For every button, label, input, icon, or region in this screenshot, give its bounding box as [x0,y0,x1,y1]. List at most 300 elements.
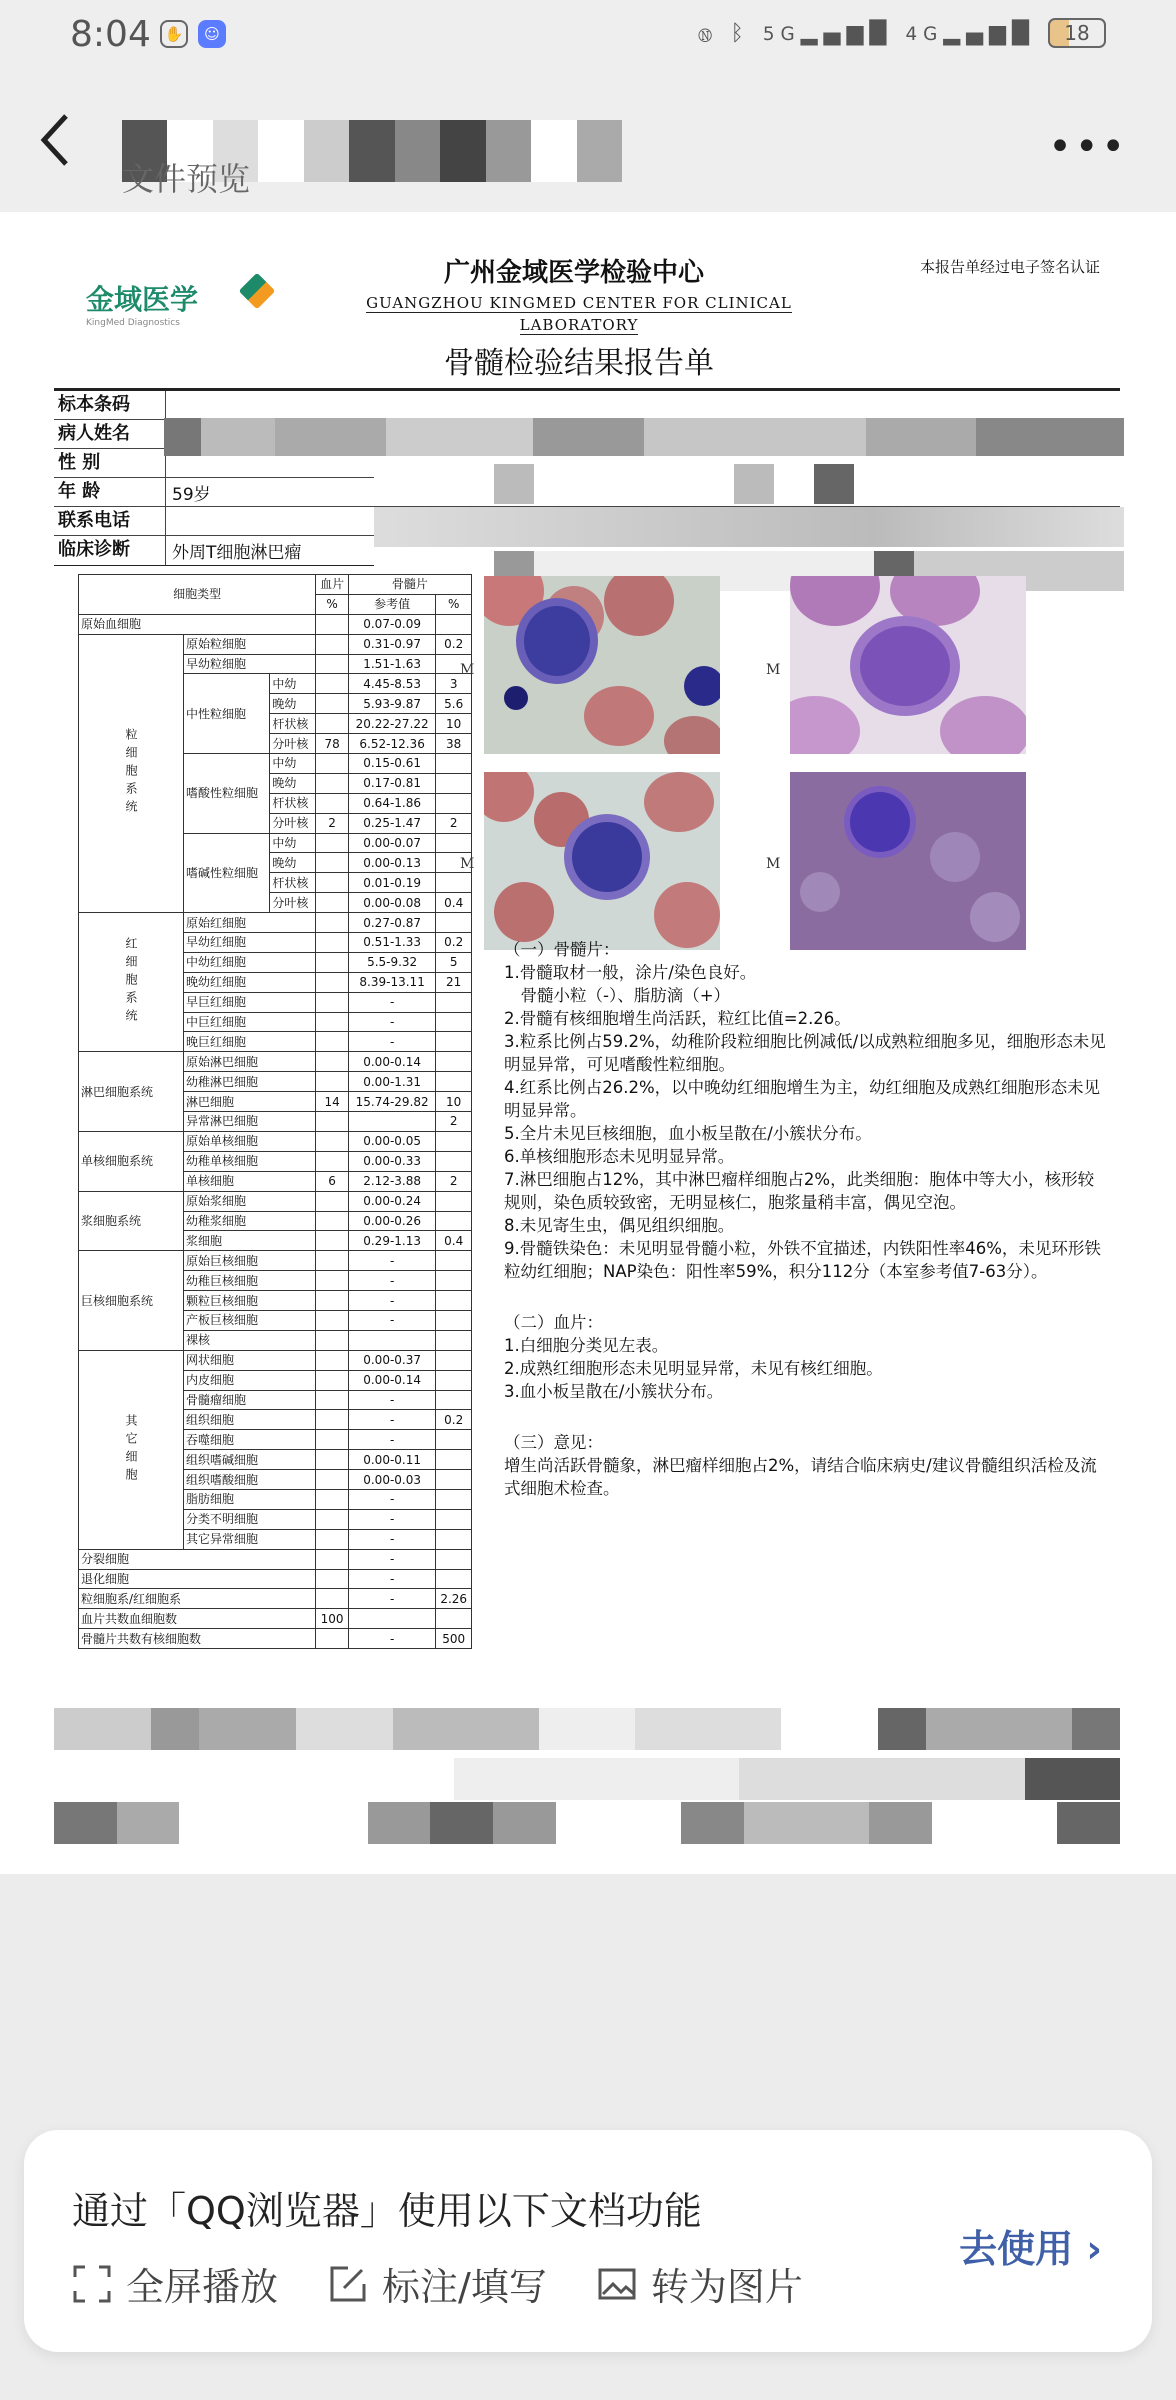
cell-val [436,1370,472,1390]
cell-name: 淋巴细胞 [184,1092,316,1112]
cell-val [436,1151,472,1171]
cell-ref [348,1112,436,1132]
cell-blood [316,1350,349,1370]
finding-line: 增生尚活跃骨髓象，淋巴瘤样细胞占2%，请结合临床病史/建议骨髓组织活检及流式细胞术检查。 [504,1456,1097,1498]
image-label: M [766,662,781,678]
cell-name: 原始红细胞 [184,913,316,933]
cell-blood [316,1310,349,1330]
cell-name: 脂肪细胞 [184,1489,316,1509]
cell-val [436,773,472,793]
header-blood: 血片 [316,575,349,595]
cell-blood [316,1549,349,1569]
cell-name: 裸核 [184,1330,316,1350]
cell-blood [316,1012,349,1032]
cell-name: 杆状核 [270,873,316,893]
header-pct: % [436,594,472,614]
cell-name: 中幼 [270,833,316,853]
header-cell-type: 细胞类型 [79,575,316,615]
cell-blood [316,1231,349,1251]
group-cell: 其它细胞 [79,1350,184,1549]
report-title: 骨髓检验结果报告单 [444,346,714,381]
cell-val [436,1470,472,1490]
cell-blood [316,614,349,634]
cell-blood [316,674,349,694]
cell-blood: 6 [316,1171,349,1191]
page-subtitle: 文件预览 [122,160,251,198]
info-key: 病人姓名 [54,420,166,448]
cell-val: 2.26 [436,1589,472,1609]
cell-val [436,1291,472,1311]
marrow-findings [504,961,1110,1283]
cell-val [436,1211,472,1231]
cell-ref: 0.00-0.24 [348,1191,436,1211]
cell-blood [316,1251,349,1271]
finding-line: 3.血小板呈散在/小簇状分布。 [504,1382,724,1401]
cell-val [436,1509,472,1529]
go-use-button[interactable]: 去使用 › [959,2227,1102,2271]
cell-ref: 1.51-1.63 [348,654,436,674]
cell-name: 吞噬细胞 [184,1430,316,1450]
cell-name: 中幼 [270,674,316,694]
cell-name: 幼稚巨核细胞 [184,1271,316,1291]
cell-name: 早巨红细胞 [184,992,316,1012]
cell-blood [316,853,349,873]
info-key: 联系电话 [54,507,166,535]
cell-name: 产板巨核细胞 [184,1310,316,1330]
cell-ref: 0.07-0.09 [348,614,436,634]
qq-browser-banner[interactable] [24,2130,1152,2352]
cell-name: 分叶核 [270,734,316,754]
cell-name: 分类不明细胞 [184,1509,316,1529]
cell-blood: 2 [316,813,349,833]
cell-val [436,1052,472,1072]
finding-line: 6.单核细胞形态未见明显异常。 [504,1147,735,1166]
redaction-mosaic [164,418,1124,456]
cell-val: 5 [436,952,472,972]
cell-val: 0.2 [436,1410,472,1430]
cell-ref: - [348,1629,436,1649]
image-label: M [460,662,475,678]
cell-blood [316,1509,349,1529]
cell-ref: - [348,1271,436,1291]
cell-ref: - [348,1012,436,1032]
cell-name: 粒细胞系/红细胞系 [79,1589,316,1609]
cell-blood [316,1032,349,1052]
cell-blood [316,833,349,853]
cell-ref: 0.17-0.81 [348,773,436,793]
cell-ref: 0.27-0.87 [348,913,436,933]
cell-name: 原始淋巴细胞 [184,1052,316,1072]
cell-ref: 0.00-0.11 [348,1450,436,1470]
battery-icon: 18 [1048,18,1106,48]
cell-ref: 0.25-1.47 [348,813,436,833]
cell-val [436,1430,472,1450]
group-cell: 单核细胞系统 [79,1131,184,1191]
cell-val [436,913,472,933]
cell-name: 退化细胞 [79,1569,316,1589]
info-key: 性 别 [54,449,166,477]
cell-name: 其它异常细胞 [184,1529,316,1549]
opinion-text [504,1454,1110,1500]
table-row [79,1131,472,1151]
cell-blood [316,1072,349,1092]
cell-val [436,1350,472,1370]
cell-blood [316,634,349,654]
more-options-button[interactable] [1048,124,1128,170]
cell-val: 0.2 [436,634,472,654]
cell-blood [316,1569,349,1589]
image-label: M [460,856,475,872]
cell-ref: 5.93-9.87 [348,694,436,714]
cell-ref: - [348,1569,436,1589]
cell-blood: 14 [316,1092,349,1112]
cell-val [436,1609,472,1629]
finding-line: 3.粒系比例占59.2%，幼稚阶段粒细胞比例减低/以成熟粒细胞多见，细胞形态未见明显异常，可见嗜酸性粒细胞。 [504,1032,1106,1074]
cell-name: 晚幼红细胞 [184,972,316,992]
cell-ref: 8.39-13.11 [348,972,436,992]
cell-name: 原始单核细胞 [184,1131,316,1151]
cell-blood [316,1450,349,1470]
cell-blood [316,913,349,933]
clock: 8:04 [70,14,151,55]
cell-name: 晚幼 [270,694,316,714]
cell-name: 原始巨核细胞 [184,1251,316,1271]
cell-name: 内皮细胞 [184,1370,316,1390]
cell-val [436,873,472,893]
cell-blood [316,893,349,913]
finding-line: 骨髓小粒（-）、脂肪滴（+） [504,986,731,1005]
cell-ref: 0.29-1.13 [348,1231,436,1251]
subgroup-cell: 嗜碱性粒细胞 [184,833,270,913]
cell-ref: 0.00-0.07 [348,833,436,853]
finding-line: 5.全片未见巨核细胞，血小板呈散在/小簇状分布。 [504,1124,872,1143]
group-cell: 巨核细胞系统 [79,1251,184,1350]
cell-name: 异常淋巴细胞 [184,1112,316,1132]
cell-ref: - [348,1589,436,1609]
cell-blood [316,754,349,774]
cell-val [436,1032,472,1052]
cell-blood [316,1131,349,1151]
system-icons [698,18,1106,48]
cell-blood [316,1052,349,1072]
cell-blood [316,1529,349,1549]
table-row [79,1251,472,1271]
cell-val [436,833,472,853]
edit-icon [328,2264,368,2304]
finding-line: 9.骨髓铁染色：未见明显骨髓小粒，外铁不宜描述，内铁阳性率46%，未见环形铁粒幼红细胞；NAP染色：阳性率59%，积分112分（本室参考值7-63分）。 [504,1239,1101,1281]
table-row [79,913,472,933]
cell-name: 幼稚淋巴细胞 [184,1072,316,1092]
cell-val [436,1131,472,1151]
redaction-mosaic [374,464,1124,594]
header-ref: 参考值 [348,594,436,614]
cell-val: 3 [436,674,472,694]
blood-findings [504,1334,1110,1403]
cell-ref: 0.01-0.19 [348,873,436,893]
info-key: 临床诊断 [54,536,166,565]
nfc-icon: Ⓝ [698,21,718,46]
cell-val: 2 [436,1112,472,1132]
cell-blood [316,1390,349,1410]
cell-name: 中幼红细胞 [184,952,316,972]
cell-blood [316,1470,349,1490]
subgroup-cell: 中性粒细胞 [184,674,270,754]
cell-blood [316,1370,349,1390]
cell-blood [316,1410,349,1430]
finding-line: 1.骨髓取材一般，涂片/染色良好。 [504,963,757,982]
cell-ref [348,1609,436,1629]
cell-val [436,1191,472,1211]
cell-val [436,1072,472,1092]
group-cell: 浆细胞系统 [79,1191,184,1251]
cell-val [436,1251,472,1271]
cell-name: 血片共数血细胞数 [79,1609,316,1629]
subgroup-cell: 嗜酸性粒细胞 [184,754,270,834]
cell-blood [316,1271,349,1291]
group-cell: 淋巴细胞系统 [79,1052,184,1132]
redacted-footer [54,1698,1120,1858]
section-heading: （三）意见： [504,1433,603,1452]
cell-val [436,1450,472,1470]
signal-4g-icon: 4G▂▄▆█ [905,21,1035,46]
cell-classification-table [78,574,475,1649]
cell-val [436,1489,472,1509]
cell-name: 晚巨红细胞 [184,1032,316,1052]
cell-blood [316,933,349,953]
fullscreen-icon [72,2264,112,2304]
cell-name: 组织嗜碱细胞 [184,1450,316,1470]
cell-blood: 78 [316,734,349,754]
cell-val: 0.2 [436,933,472,953]
group-cell: 粒细胞系统 [79,634,184,912]
cell-ref: 0.00-0.05 [348,1131,436,1151]
cell-name: 分裂细胞 [79,1549,316,1569]
cell-val: 2 [436,813,472,833]
cell-name: 早幼粒细胞 [184,654,316,674]
cell-ref: - [348,1430,436,1450]
cell-ref: 6.52-12.36 [348,734,436,754]
cell-val: 10 [436,1092,472,1112]
group-cell: 红细胞系统 [79,913,184,1052]
cell-blood [316,694,349,714]
cell-name: 原始血细胞 [79,614,316,634]
cell-blood [316,1291,349,1311]
qq-notification-icon: ☺ [198,20,226,48]
notification-hand-icon: ✋ [160,20,188,48]
finding-line: 2.成熟红细胞形态未见明显异常，未见有核红细胞。 [504,1359,883,1378]
cell-name: 骨髓瘤细胞 [184,1390,316,1410]
cell-blood [316,992,349,1012]
cell-val [436,754,472,774]
micrograph-image [790,772,1026,950]
image-icon [597,2264,637,2304]
to-image-button[interactable]: 转为图片 [597,2256,803,2311]
cell-name: 分叶核 [270,893,316,913]
cell-ref: 0.00-0.26 [348,1211,436,1231]
cell-blood [316,793,349,813]
section-heading: （一）骨髓片： [504,940,620,959]
finding-line: 7.淋巴细胞占12%，其中淋巴瘤样细胞占2%，此类细胞：胞体中等大小，核形较规则，染色质较致密，无明显核仁，胞浆量稍丰富，偶见空泡。 [504,1170,1095,1212]
cell-name: 中巨红细胞 [184,1012,316,1032]
header-pct: % [316,594,349,614]
cell-name: 原始粒细胞 [184,634,316,654]
cell-blood [316,773,349,793]
cell-val: 10 [436,714,472,734]
cell-val [436,1569,472,1589]
cell-val [436,793,472,813]
cell-val: 0.4 [436,1231,472,1251]
cell-blood: 100 [316,1609,349,1629]
status-bar [0,0,1176,70]
cell-val: 5.6 [436,694,472,714]
cell-name: 幼稚浆细胞 [184,1211,316,1231]
banner-title: 通过「QQ浏览器」使用以下文档功能 [72,2189,702,2233]
cell-ref: 0.00-0.03 [348,1470,436,1490]
table-row [79,634,472,654]
back-arrow-icon [36,110,76,170]
table-row [79,614,472,634]
report-page [54,238,1120,1858]
image-label: M [766,856,781,872]
cell-blood [316,1430,349,1450]
cell-name: 杆状核 [270,714,316,734]
finding-line: 8.未见寄生虫，偶见组织细胞。 [504,1216,735,1235]
info-key: 标本条码 [54,391,166,419]
cell-name: 晚幼 [270,773,316,793]
cell-val: 2 [436,1171,472,1191]
cell-blood [316,1191,349,1211]
cell-ref: 0.00-0.37 [348,1350,436,1370]
micrograph-image [484,772,720,950]
table-row [79,1549,472,1569]
finding-line: 2.骨髓有核细胞增生尚活跃，粒红比值=2.26。 [504,1009,851,1028]
cell-blood [316,1211,349,1231]
cell-ref: 4.45-8.53 [348,674,436,694]
cell-ref: 0.00-0.14 [348,1370,436,1390]
cell-val [436,1012,472,1032]
lab-name-en: GUANGZHOU KINGMED CENTER FOR CLINICAL LABORATORY [366,294,792,334]
cell-name: 幼稚单核细胞 [184,1151,316,1171]
header-marrow: 骨髓片 [348,575,471,595]
cell-name: 骨髓片共数有核细胞数 [79,1629,316,1649]
info-value: 外周T细胞淋巴瘤 [172,543,302,563]
cell-ref: - [348,992,436,1012]
table-row [79,1609,472,1629]
cell-name: 早幼红细胞 [184,933,316,953]
cell-ref: - [348,1489,436,1509]
cell-ref: - [348,1032,436,1052]
cell-val [436,614,472,634]
cell-val: 38 [436,734,472,754]
cell-name: 中幼 [270,754,316,774]
cell-val [436,1330,472,1350]
signal-5g-icon: 5G▂▄▆█ [762,21,893,46]
back-button[interactable] [36,110,84,170]
cell-ref: - [348,1251,436,1271]
bluetooth-icon: ᛒ [730,21,750,46]
cell-name: 网状细胞 [184,1350,316,1370]
fullscreen-button[interactable]: 全屏播放 [72,2256,278,2311]
cell-ref: - [348,1549,436,1569]
cell-val [436,992,472,1012]
cell-ref: 0.31-0.97 [348,634,436,654]
cell-ref: 0.15-0.61 [348,754,436,774]
cell-val [436,1390,472,1410]
cell-blood [316,654,349,674]
cell-name: 原始浆细胞 [184,1191,316,1211]
cell-val [436,1271,472,1291]
chevron-right-icon: › [1086,2227,1102,2271]
cell-ref: 5.5-9.32 [348,952,436,972]
app-bar [0,70,1176,212]
cell-ref: 0.00-1.31 [348,1072,436,1092]
micrograph-image [790,576,1026,754]
cell-ref: 0.64-1.86 [348,793,436,813]
info-value: 59岁 [172,484,211,505]
cell-ref: - [348,1291,436,1311]
cell-name: 晚幼 [270,853,316,873]
finding-line: 4.红系比例占26.2%，以中晚幼红细胞增生为主，幼红细胞及成熟红细胞形态未见明显异常。 [504,1078,1101,1120]
cell-name: 杆状核 [270,793,316,813]
table-row [79,1052,472,1072]
table-row [79,1629,472,1649]
cell-blood [316,1629,349,1649]
table-row [79,1569,472,1589]
table-row [79,1350,472,1370]
cell-ref: - [348,1509,436,1529]
cell-ref: 0.00-0.08 [348,893,436,913]
cell-name: 浆细胞 [184,1231,316,1251]
cell-name: 单核细胞 [184,1171,316,1191]
cell-blood [316,1330,349,1350]
cell-blood [316,1112,349,1132]
cell-blood [316,1489,349,1509]
finding-line: 1.白细胞分类见左表。 [504,1336,669,1355]
cell-ref: 15.74-29.82 [348,1092,436,1112]
micrograph-image [484,576,720,754]
cell-val [436,1310,472,1330]
cell-blood [316,952,349,972]
cell-ref: - [348,1529,436,1549]
cell-name: 颗粒巨核细胞 [184,1291,316,1311]
cell-ref: - [348,1310,436,1330]
cell-ref [348,1330,436,1350]
cell-blood [316,1151,349,1171]
table-header-row [79,575,472,595]
cell-ref: 2.12-3.88 [348,1171,436,1191]
cell-val: 500 [436,1629,472,1649]
cell-ref: - [348,1390,436,1410]
report-findings [504,938,1110,1500]
cell-name: 组织嗜酸细胞 [184,1470,316,1490]
cell-ref: - [348,1410,436,1430]
table-row [79,1589,472,1609]
kingmed-logo: 金域医学 KingMed Diagnostics [86,278,266,358]
cell-ref: 0.51-1.33 [348,933,436,953]
cell-name: 分叶核 [270,813,316,833]
document-preview[interactable] [0,212,1176,1874]
cell-val [436,1529,472,1549]
cell-blood [316,873,349,893]
annotate-button[interactable]: 标注/填写 [328,2256,547,2311]
cell-ref: 0.00-0.33 [348,1151,436,1171]
cell-blood [316,714,349,734]
auth-note: 本报告单经过电子签名认证 [920,258,1101,276]
more-icon: ••• [1048,124,1128,170]
cell-val [436,1549,472,1569]
cell-name: 组织细胞 [184,1410,316,1430]
info-key: 年 龄 [54,478,166,506]
